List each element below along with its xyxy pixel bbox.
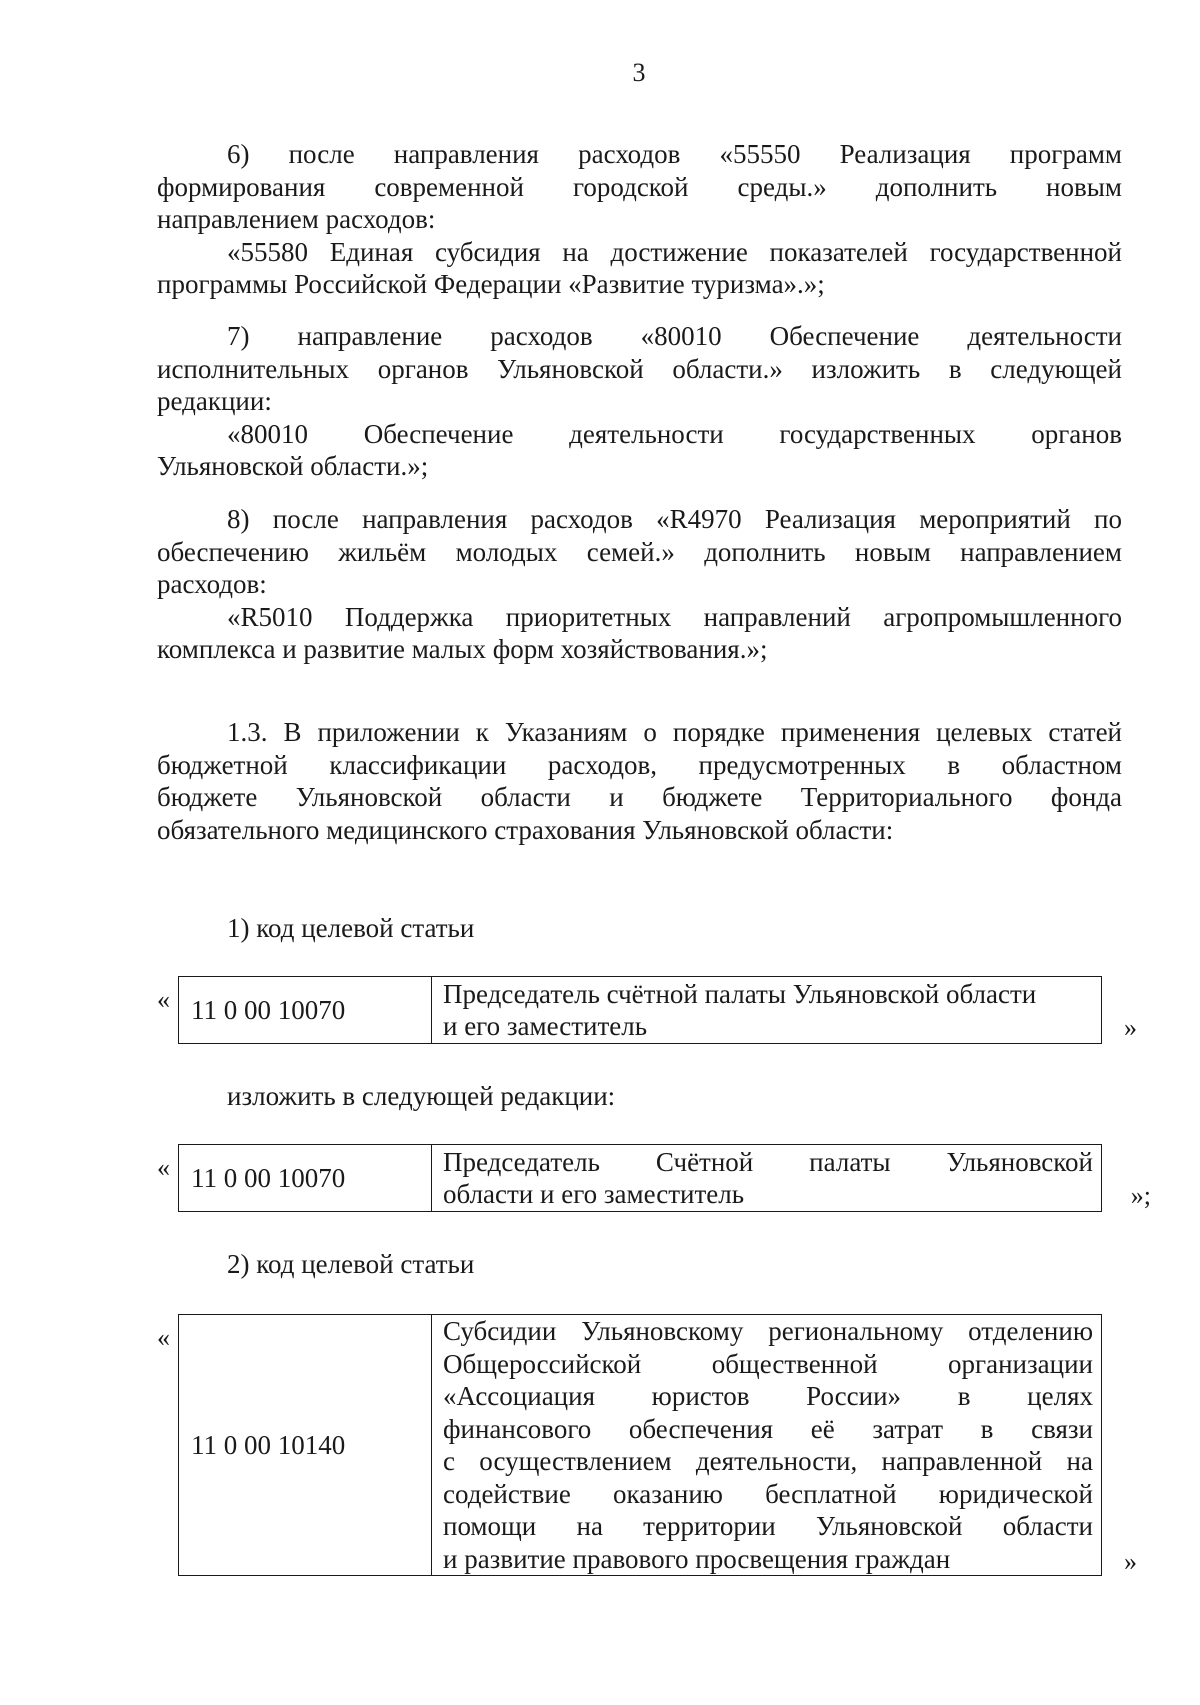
table-1-name (432, 977, 1102, 1044)
item-7-quote-line-1: «80010 Обеспечение деятельности государственных органов (227, 418, 1122, 449)
subitem-1-after (157, 1080, 1122, 1113)
table-1 (178, 976, 1102, 1044)
item-8-line-1: 8) после направления расходов «R4970 Реализация мероприятий по (227, 504, 1122, 534)
item-7-line-3: редакции: (157, 386, 272, 416)
item-7-line-2: исполнительных органов Ульяновской области.» изложить в следующей (157, 353, 1122, 384)
table-2-close-quote: »; (1130, 1181, 1151, 1210)
table-1-block (157, 976, 1137, 1046)
subitem-1-label (157, 912, 1122, 945)
table-3-name-line-5: с осуществлением деятельности, направленной на (443, 1446, 1093, 1476)
table-3-name-line-8: и развитие правового просвещения граждан (443, 1543, 951, 1574)
item-6-quote-line-1: «55580 Единая субсидия на достижение показателей государственной (227, 236, 1122, 267)
item-8 (157, 503, 1122, 666)
table-3-name (432, 1315, 1102, 1576)
item-7-line-1: 7) направление расходов «80010 Обеспечение деятельности (227, 321, 1122, 351)
page-number: 3 (632, 58, 646, 87)
item-1-3-line-2: бюджетной классификации расходов, предусмотренных в областном (157, 749, 1122, 780)
item-8-quote-line-1: «R5010 Поддержка приоритетных направлений агропромышленного (227, 601, 1122, 632)
table-1-open-quote: « (157, 985, 170, 1014)
table-row (179, 1315, 1102, 1576)
subitem-2-label (157, 1248, 1122, 1281)
item-8-quote-line-2: комплекса и развитие малых форм хозяйствования.»; (157, 634, 768, 664)
item-7-quote-line-2: Ульяновской области.»; (157, 451, 429, 481)
table-2-name-line-1: Председатель Счётной палаты Ульяновской (443, 1146, 1093, 1177)
table-3-close-quote: » (1124, 1547, 1137, 1576)
table-row (179, 1145, 1102, 1212)
item-6-quote-line-2: программы Российской Федерации «Развитие туризма».»; (157, 269, 825, 299)
table-2-name-line-2: области и его заместитель (443, 1179, 745, 1209)
item-8-line-2: обеспечению жильём молодых семей.» дополнить новым направлением (157, 536, 1122, 567)
table-3-name-line-7: помощи на территории Ульяновской области (443, 1511, 1093, 1541)
item-6-line-2: формирования современной городской среды.» дополнить новым (157, 171, 1122, 202)
item-6-line-1: 6) после направления расходов «55550 Реализация программ (227, 139, 1122, 169)
table-3-code: 11 0 00 10140 (179, 1315, 432, 1576)
table-1-close-quote: » (1124, 1013, 1137, 1042)
subitem-2-label-text: 2) код целевой статьи (227, 1249, 475, 1279)
item-1-3-line-4: обязательного медицинского страхования Ульяновской области: (157, 814, 894, 845)
table-3-block (157, 1314, 1137, 1582)
table-2-open-quote: « (157, 1153, 170, 1182)
item-1-3-line-3: бюджете Ульяновской области и бюджете Территориального фонда (157, 782, 1122, 812)
table-1-name-line-2: и его заместитель (443, 1011, 648, 1041)
item-6 (157, 138, 1122, 301)
table-3-name-line-6: содействие оказанию бесплатной юридической (443, 1478, 1093, 1509)
table-2-block (157, 1144, 1151, 1214)
table-2 (178, 1144, 1102, 1212)
subitem-1-after-text: изложить в следующей редакции: (227, 1081, 616, 1111)
table-3-name-line-4: финансового обеспечения её затрат в связи (443, 1413, 1093, 1444)
item-6-line-3: направлением расходов: (157, 204, 436, 234)
table-3-name-line-3: «Ассоциация юристов России» в целях (443, 1381, 1093, 1411)
item-1-3-line-1: 1.3. В приложении к Указаниям о порядке применения целевых статей (227, 717, 1122, 747)
subitem-1-label-text: 1) код целевой статьи (227, 913, 475, 943)
table-2-code: 11 0 00 10070 (179, 1145, 432, 1212)
table-3 (178, 1314, 1102, 1576)
table-3-name-line-1: Субсидии Ульяновскому региональному отделению (443, 1316, 1093, 1346)
item-1-3 (157, 716, 1122, 846)
table-1-code: 11 0 00 10070 (179, 977, 432, 1044)
table-3-name-line-2: Общероссийской общественной организации (443, 1348, 1093, 1379)
table-1-name-line-1: Председатель счётной палаты Ульяновской области (443, 978, 1037, 1009)
item-8-line-3: расходов: (157, 569, 267, 599)
table-3-open-quote: « (157, 1323, 170, 1352)
item-7 (157, 320, 1122, 483)
table-row (179, 977, 1102, 1044)
table-2-name (432, 1145, 1102, 1212)
